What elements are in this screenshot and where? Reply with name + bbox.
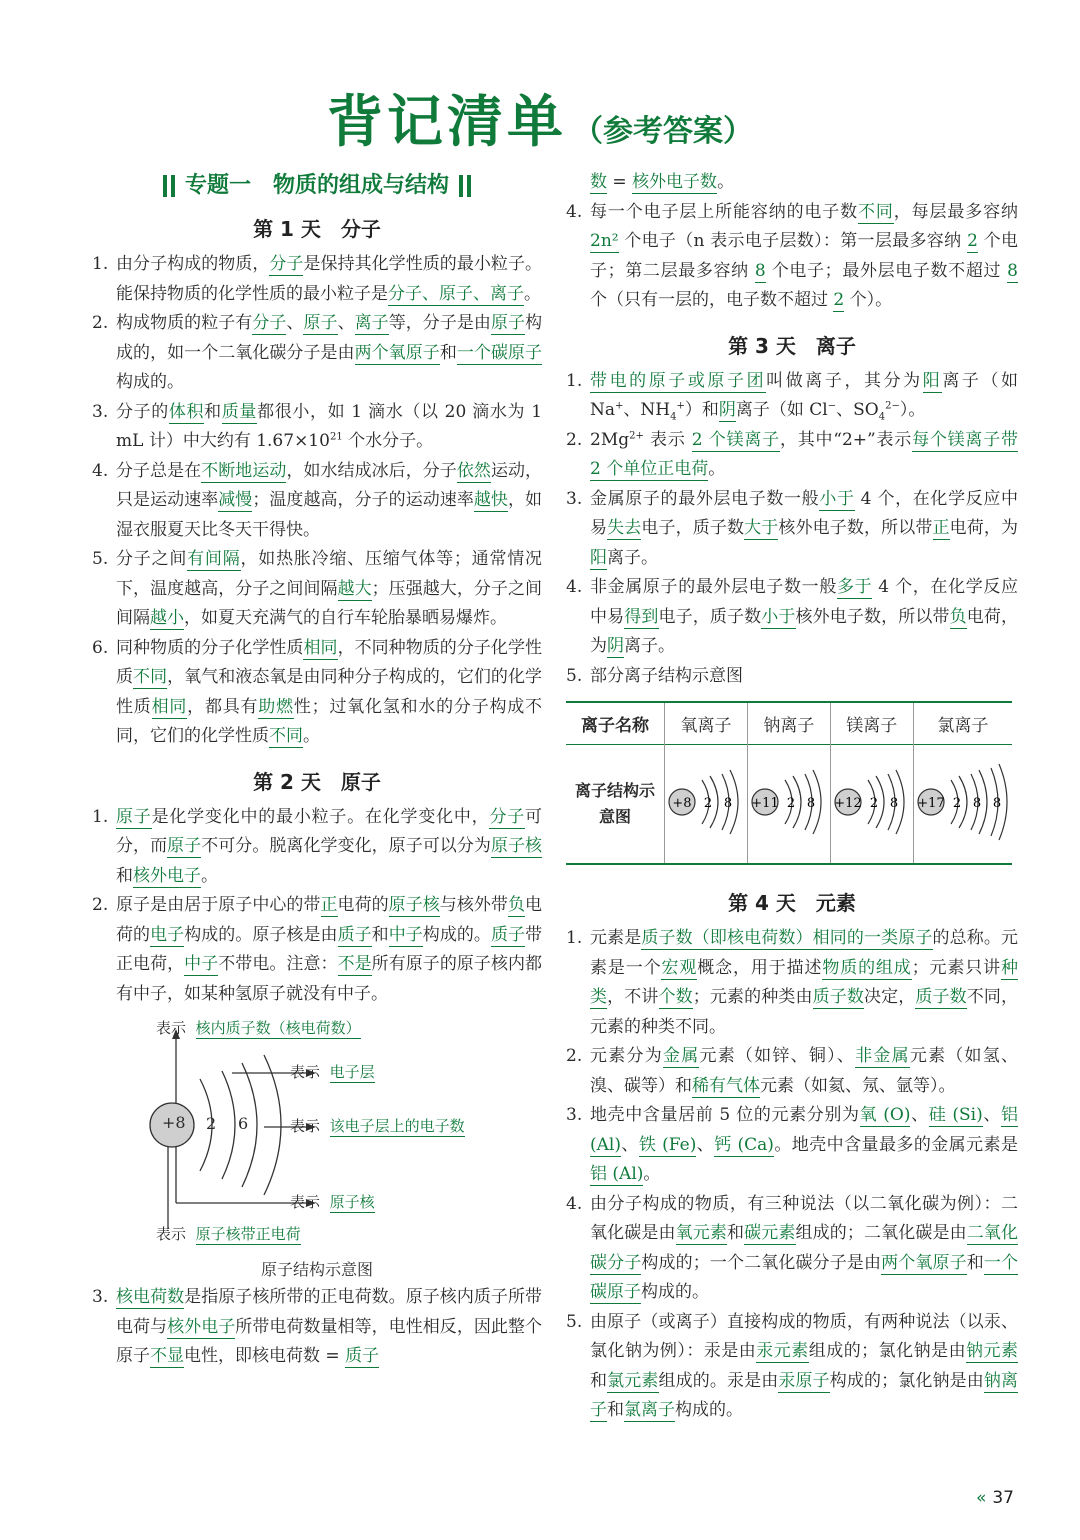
right-column (566, 168, 1018, 1426)
shell-arc-1b (222, 1071, 235, 1179)
ion-diagram-magnesium (832, 752, 912, 852)
day3-item-2: 2. $2Mg^{2+}$ 表示 2 个镁离子，其中“2+”表示每个镁离子带 2 个单位正电荷。 (566, 429, 1018, 479)
day1-item-4: 4. 分子总是在不断地运动，如水结成冰后，分子依然运动，只是运动速率减慢；温度越高，分子的运动速率越快，如湿衣服夏天比冬天干得快。 (92, 460, 543, 540)
ion-structure-table (566, 701, 1012, 865)
day1-item-2: 2. 构成物质的粒子有分子、原子、离子等，分子是由原子构成的，如一个二氧化碳分子是由两个氧原子和一个碳原子构成的。 (92, 313, 543, 392)
ion-electron-count: 2 (786, 795, 795, 811)
nucleus-charge: +8 (162, 1113, 186, 1132)
ion-electron-count: 2 (703, 795, 713, 811)
ion-diagram-cell (747, 745, 830, 865)
day3-item-4: 4. 非金属原子的最外层电子数一般多于 4 个，在化学反应中易得到电子，质子数小于核外电子数，所以带负电荷，为阴离子。 (566, 577, 1018, 656)
day2-item-2: 2. 原子是由居于原子中心的带正电荷的原子核与核外带负电荷的电子构成的。原子核是由质子和中子构成的。质子带正电荷，中子不带电。注意：不是所有原子的原子核内都有中子，如某种氢原子就没有中子。 (92, 895, 543, 1004)
topic-heading (92, 168, 542, 199)
shell-arc-2b (264, 1055, 281, 1195)
day3-item-5: 5. 部分离子结构示意图 (566, 665, 743, 686)
title-subtitle: （参考答案） (573, 114, 753, 149)
ion-header-label: 离子名称 (581, 716, 649, 736)
ion-electron-count: 2 (952, 795, 961, 811)
day1-item-3: 3. 分子的体积和质量都很小，如 1 滴水（以 20 滴水为 1 mL 计）中大约有 $1.67\times 10^{21}$ 个水分子。 (92, 401, 543, 451)
day4-item-3: 3. 地壳中含量居前 5 位的元素分别为氧 (O)、硅 (Si)、铝 (Al)、铁 (Fe)、钙 (Ca)。地壳中含量最多的金属元素是铝 (Al)。 (566, 1105, 1018, 1184)
left-column (92, 168, 542, 1372)
ion-nucleus-charge: +12 (834, 795, 862, 811)
day2-item-4: 4. 每一个电子层上所能容纳的电子数不同，每层最多容纳 2n² 个电子（n 表示电子层数）：第一层最多容纳 2 个电子；第二层最多容纳 8 个电子；最外层电子数不超过 8 个（只有一层的，电子数不超过 2 个）。 (566, 201, 1019, 310)
diagram-caption: 原子结构示意图 (260, 1260, 373, 1279)
shell1-count: 2 (206, 1114, 217, 1133)
double-chevron-icon: « (975, 1488, 987, 1508)
ion-table-header (566, 702, 1012, 745)
day1-item-6: 6. 同种物质的分子化学性质相同，不同种物质的分子化学性质不同，氧气和液态氧是由同种分子构成的，它们的化学性质相同，都具有助燃性；过氧化氢和水的分子构成不同，它们的化学性质不同。 (92, 637, 543, 746)
ion-nucleus-charge: +11 (751, 795, 779, 811)
ion-row-label: 离子结构示意图 (574, 781, 655, 826)
label-electron-count: 表示 该电子层上的电子数 (290, 1117, 465, 1135)
ion-header-chlorine: 氯离子 (913, 702, 1012, 745)
atom-structure-diagram (92, 1017, 542, 1279)
title-main: 背记清单 (327, 90, 567, 155)
day2-item-3: 3. 核电荷数是指原子核所带的正电荷数。原子核内质子所带电荷与核外电子所带电荷数量相等，电性相反，因此整个原子不显电性，即核电荷数 = 质子 (92, 1287, 543, 1366)
day1-item-1: 1. 由分子构成的物质，分子是保持其化学性质的最小粒子。能保持物质的化学性质的最小粒子是分子、原子、离子。 (92, 254, 543, 304)
day1-title: 第 1 天 分子 (253, 217, 381, 241)
day3-item-1: 1. 带电的原子或原子团叫做离子，其分为阳离子（如 Na+、$NH_4^+$）和阴离子（如 Cl−、$SO_4^{2-}$）。 (566, 370, 1019, 423)
ion-electron-count: 8 (992, 795, 1001, 811)
ion-electron-count: 8 (889, 795, 898, 811)
ion-diagram-cell (665, 745, 748, 865)
day4-item-5: 5. 由原子（或离子）直接构成的物质，有两种说法（以汞、氯化钠为例）：汞是由汞元素组成的；氯化钠是由钠元素和氯元素组成的。汞是由汞原子构成的；氯化钠是由钠离子和氯离子构成的。 (566, 1311, 1019, 1420)
topic-label: 专题一 物质的组成与结构 (184, 173, 449, 198)
ion-header-sodium: 钠离子 (747, 702, 830, 745)
day3-title: 第 3 天 离子 (728, 333, 856, 358)
ion-electron-count: 8 (806, 795, 815, 811)
label-electron-layer: 表示 电子层 (290, 1063, 375, 1081)
day4-item-1: 1. 元素是质子数（即核电荷数）相同的一类原子的总称。元素是一个宏观概念，用于描述物质的组成；元素只讲种类，不讲个数；元素的种类由质子数决定，质子数不同，元素的种类不同。 (566, 928, 1019, 1037)
day1-item-5: 5. 分子之间有间隔，如热胀冷缩、压缩气体等；通常情况下，温度越高，分子之间间隔越大；压强越大，分子之间间隔越小，如夏天充满气的自行车轮胎暴晒易爆炸。 (92, 549, 543, 628)
label-nucleus-positive: 表示 原子核带正电荷 (156, 1225, 301, 1243)
page-title (0, 78, 1080, 158)
label-nucleus: 表示 原子核 (290, 1193, 375, 1211)
ion-diagram-cell (913, 745, 1012, 865)
label-proton-count: 表示 核内质子数（核电荷数） (156, 1019, 361, 1037)
day4-item-4: 4. 由分子构成的物质，有三种说法（以二氧化碳为例）：二氧化碳是由氧元素和碳元素组成的；二氧化碳是由二氧化碳分子构成的；一个二氧化碳分子是由两个氧原子和一个碳原子构成的。 (566, 1193, 1018, 1302)
ion-diagram-oxygen (666, 752, 746, 852)
ion-electron-count: 8 (723, 795, 733, 811)
day4-item-2: 2. 元素分为金属元素（如锌、铜）、非金属元素（如氢、溴、碳等）和稀有气体元素（如氦、氖、氩等）。 (566, 1046, 1019, 1096)
ion-electron-count: 8 (972, 795, 981, 811)
ion-diagram-sodium (749, 752, 829, 852)
ion-table-body (566, 745, 1012, 865)
shell2-count: 6 (238, 1114, 249, 1133)
day2-item-3-continued: 数 = 核外电子数。 (590, 172, 735, 192)
ion-electron-count: 2 (869, 795, 878, 811)
page-number: « 37 (975, 1488, 1014, 1508)
ion-header-oxygen: 氧离子 (665, 702, 748, 745)
ion-nucleus-charge: +8 (672, 795, 692, 811)
ion-header-magnesium: 镁离子 (830, 702, 913, 745)
ion-nucleus-charge: +17 (917, 795, 945, 811)
day2-title: 第 2 天 原子 (253, 769, 381, 794)
ion-diagram-cell (830, 745, 913, 865)
ion-diagram-chlorine (915, 752, 1011, 852)
day3-item-3: 3. 金属原子的最外层电子数一般小于 4 个，在化学反应中易失去电子，质子数大于核外电子数，所以带正电荷，为阳离子。 (566, 488, 1018, 568)
day2-item-1: 1. 原子是化学变化中的最小粒子。在化学变化中，分子可分，而原子不可分。脱离化学变化，原子可以分为原子核和核外电子。 (92, 806, 543, 886)
day4-title: 第 4 天 元素 (728, 891, 856, 915)
